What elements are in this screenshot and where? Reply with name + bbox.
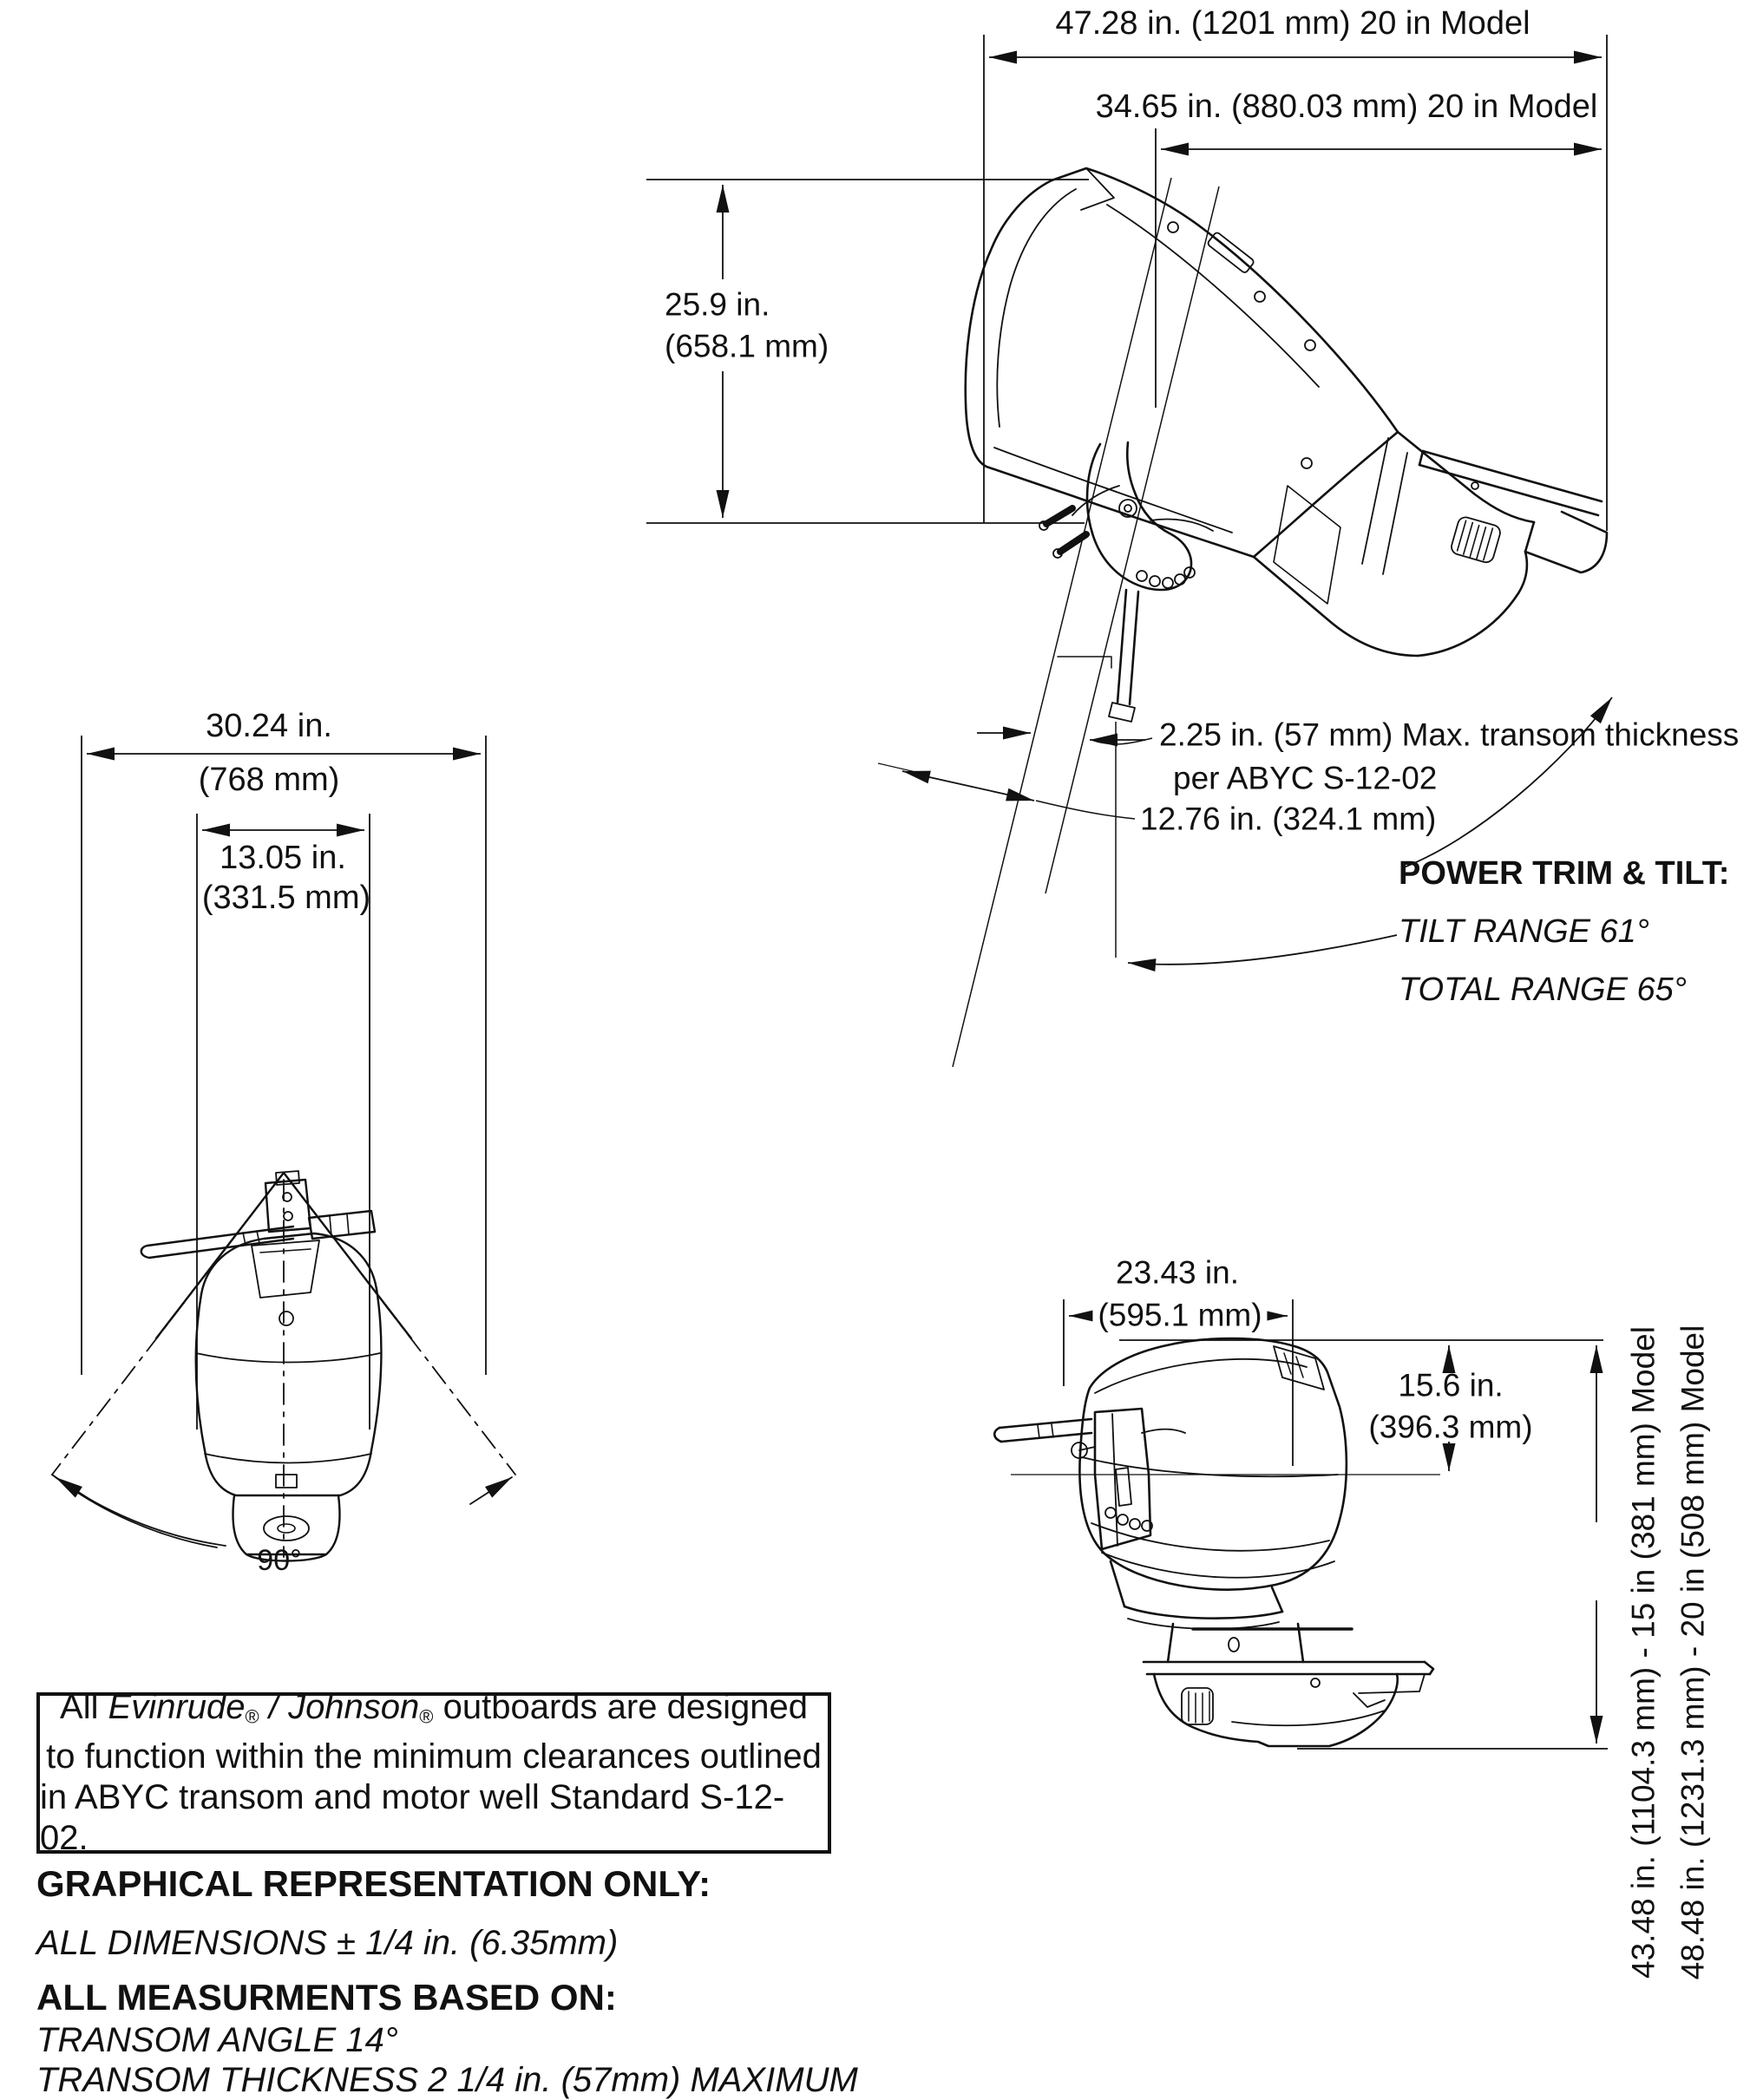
clamp-width-in-label: 13.05 in. (220, 840, 346, 877)
footer-note-transom-thickness: TRANSOM THICKNESS 2 1/4 in. (57mm) MAXIMUM (36, 2061, 858, 2099)
rear-motor-drawing (52, 1171, 515, 1561)
footer-note-transom-angle: TRANSOM ANGLE 14° (36, 2021, 398, 2059)
tilt-range-label: TILT RANGE 61° (1399, 913, 1650, 951)
overall-height-15in-model-label: 43.48 in. (1104.3 mm) - 15 in (381 mm) Model (1625, 1326, 1662, 1979)
clamp-width-mm-label: (331.5 mm) (201, 880, 371, 917)
dim-setback-label: 12.76 in. (324.1 mm) (1140, 801, 1437, 837)
notice-line-1: All Evinrude® / Johnson® outboards are designed (60, 1687, 808, 1728)
registered-mark-icon: ® (419, 1705, 434, 1728)
rear-width-in-label: 30.24 in. (206, 708, 332, 745)
cowl-height-mm-label: (396.3 mm) (1368, 1409, 1533, 1445)
transom-thickness-note-line2: per ABYC S-12-02 (1173, 760, 1438, 796)
abyc-notice-box (36, 1687, 831, 1858)
dim-cowl-height-mm-label: (658.1 mm) (665, 328, 829, 364)
transom-thickness-note-line1: 2.25 in. (57 mm) Max. transom thickness (1159, 716, 1740, 753)
tilted-view-dimension-lines (646, 35, 1612, 1067)
rear-width-mm-label: (768 mm) (198, 762, 340, 799)
side-motor-drawing (994, 1338, 1433, 1746)
total-range-label: TOTAL RANGE 65° (1399, 971, 1687, 1009)
dim-overall-width-label: 47.28 in. (1201 mm) 20 in Model (1055, 5, 1530, 43)
dim-transom-to-rear-label: 34.65 in. (880.03 mm) 20 in Model (1095, 88, 1598, 126)
dim-cowl-height-in-label: 25.9 in. (665, 286, 770, 323)
cowl-length-in-label: 23.43 in. (1116, 1254, 1239, 1291)
notice-line-2: to function within the minimum clearances outlined (46, 1737, 822, 1776)
steering-range-label: 90° (257, 1544, 302, 1578)
cowl-length-mm-label: (595.1 mm) (1092, 1299, 1267, 1333)
cowl-height-in-label: 15.6 in. (1398, 1367, 1504, 1403)
tilted-motor-drawing (966, 168, 1607, 722)
footer-note-dimensions: ALL DIMENSIONS ± 1/4 in. (6.35mm) (36, 1924, 619, 1962)
footer-heading-measurements: ALL MEASURMENTS BASED ON: (36, 1976, 617, 2018)
notice-line-3: in ABYC transom and motor well Standard S-12-02. (40, 1778, 785, 1858)
registered-mark-icon: ® (245, 1705, 259, 1728)
power-trim-title: POWER TRIM & TILT: (1399, 855, 1730, 893)
footer-heading-graphical: GRAPHICAL REPRESENTATION ONLY: (36, 1862, 711, 1904)
overall-height-20in-model-label: 48.48 in. (1231.3 mm) - 20 in (508 mm) Model (1675, 1325, 1711, 1980)
